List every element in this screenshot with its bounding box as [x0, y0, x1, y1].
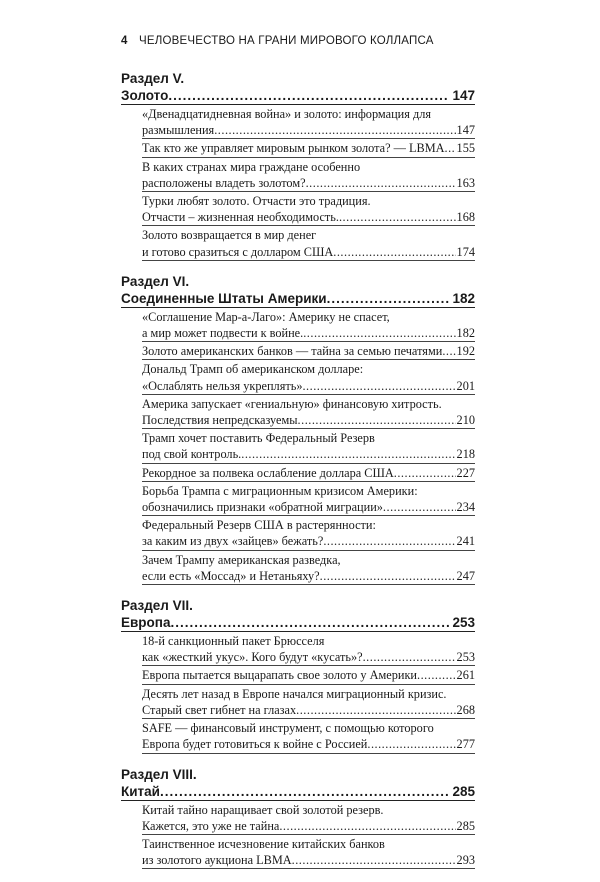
- toc-entry[interactable]: [142, 482, 475, 516]
- toc-entry[interactable]: [142, 429, 475, 463]
- entry-title-line: Федеральный Резерв США в растерянности:: [142, 518, 376, 533]
- entry-title-row: [142, 667, 475, 683]
- section-label: Раздел VI.: [121, 273, 190, 289]
- toc-entry[interactable]: [142, 516, 475, 550]
- dot-leader: [442, 343, 455, 359]
- toc-entry[interactable]: [142, 308, 475, 342]
- entry-title-row: [142, 852, 475, 868]
- section-label: Раздел V.: [121, 71, 185, 86]
- entry-title-line: Старый свет гибнет на глазах: [142, 702, 297, 717]
- toc-section: [121, 598, 475, 753]
- dot-leader: [445, 140, 456, 156]
- dot-leader: [170, 614, 449, 631]
- entry-page-number: 155: [456, 141, 475, 156]
- section-title: Европа: [121, 615, 171, 631]
- toc-entry[interactable]: [142, 360, 475, 394]
- entry-page-number: 147: [456, 123, 475, 138]
- running-header: [121, 35, 434, 47]
- entry-title-line: Так кто же управляет мировым рынком золота? — LBMA: [142, 141, 445, 156]
- entry-title-line: Китай тайно наращивает свой золотой резерв.: [142, 802, 384, 817]
- entry-title-line: В каких странах мира граждане особенно: [142, 159, 361, 174]
- toc-entry[interactable]: [142, 342, 475, 360]
- entry-title-line: размышления: [142, 123, 215, 138]
- toc-entry[interactable]: [142, 158, 475, 192]
- entry-title-row: [142, 446, 475, 462]
- section-label: Раздел VII.: [121, 598, 193, 614]
- entry-page-number: 174: [456, 244, 475, 259]
- toc-entry[interactable]: [142, 395, 475, 429]
- entry-list: [142, 308, 475, 585]
- entry-page-number: 210: [456, 413, 475, 428]
- entry-title-row: [142, 175, 475, 191]
- entry-title-row: [142, 325, 475, 341]
- toc-entry[interactable]: [142, 551, 475, 585]
- dot-leader: [298, 412, 456, 428]
- entry-list: [142, 105, 475, 261]
- entry-title-row: [142, 140, 475, 156]
- dot-leader: [333, 244, 455, 260]
- entry-title-row: [142, 702, 475, 718]
- toc-section: [121, 274, 475, 585]
- section-title: Китай: [121, 783, 160, 799]
- entry-page-number: 253: [456, 650, 475, 665]
- dot-leader: [327, 290, 450, 307]
- section-page-number: 182: [452, 290, 475, 306]
- entry-title-line: из золотого аукциона LBMA: [142, 853, 292, 868]
- entry-title-row: [142, 736, 475, 752]
- toc-entry[interactable]: [142, 719, 475, 753]
- entry-page-number: 218: [456, 447, 475, 462]
- entry-title-row: [142, 499, 475, 515]
- entry-page-number: 168: [456, 210, 475, 225]
- entry-title-line: Последствия непредсказуемы: [142, 413, 298, 428]
- entry-title-line: Таинственное исчезновение китайских банков: [142, 836, 385, 851]
- section-title-row[interactable]: [121, 290, 475, 308]
- toc-entry[interactable]: [142, 632, 475, 666]
- entry-title-line: «Ослаблять нельзя укреплять»: [142, 378, 303, 393]
- entry-page-number: 163: [456, 175, 475, 190]
- entry-title-row: [142, 244, 475, 260]
- entry-title-line: Золото возвращается в мир денег: [142, 228, 317, 243]
- entry-title-line: расположены владеть золотом?: [142, 175, 306, 190]
- dot-leader: [241, 446, 455, 462]
- entry-list: [142, 632, 475, 753]
- entry-title-row: [142, 378, 475, 394]
- entry-page-number: 277: [456, 737, 475, 752]
- dot-leader: [363, 649, 456, 665]
- entry-title-line: под свой контроль.: [142, 447, 242, 462]
- dot-leader: [302, 378, 455, 394]
- page-number: 4: [121, 35, 128, 47]
- dot-leader: [417, 667, 456, 683]
- entry-page-number: 261: [456, 668, 475, 683]
- entry-page-number: 241: [456, 534, 475, 549]
- entry-list: [142, 801, 475, 870]
- entry-title-line: «Двенадцатидневная война» и золото: информация для: [142, 107, 432, 121]
- toc-entry[interactable]: [142, 226, 475, 260]
- entry-title-line: Кажется, это уже не тайна: [142, 818, 280, 833]
- dot-leader: [394, 465, 456, 481]
- entry-title-line: за каким из двух «зайцев» бежать?: [142, 534, 324, 549]
- entry-title-line: «Соглашение Мар-а-Лаго»: Америку не спасет,: [142, 309, 390, 324]
- table-of-contents: [121, 71, 475, 882]
- section-title: Золото: [121, 88, 169, 103]
- toc-entry[interactable]: [142, 835, 475, 869]
- dot-leader: [292, 852, 456, 868]
- entry-title-line: Турки любят золото. Отчасти это традиция.: [142, 194, 371, 209]
- entry-title-line: Трамп хочет поставить Федеральный Резерв: [142, 431, 375, 446]
- toc-entry[interactable]: [142, 464, 475, 482]
- toc-entry[interactable]: [142, 801, 475, 835]
- section-page-number: 285: [452, 783, 475, 799]
- section-label: Раздел VIII.: [121, 766, 197, 782]
- section-title-row[interactable]: [121, 783, 475, 801]
- entry-page-number: 201: [456, 378, 475, 393]
- entry-title-line: Десять лет назад в Европе начался миграционный кризис.: [142, 686, 447, 701]
- dot-leader: [339, 209, 456, 225]
- entry-title-line: Золото американских банков — тайна за семью печатями: [142, 344, 443, 359]
- section-title-row[interactable]: [121, 614, 475, 632]
- entry-page-number: 192: [456, 344, 475, 359]
- entry-page-number: 234: [456, 500, 475, 515]
- book-title: ЧЕЛОВЕЧЕСТВО НА ГРАНИ МИРОВОГО КОЛЛАПСА: [139, 35, 434, 47]
- toc-entry[interactable]: [142, 105, 475, 139]
- dot-leader: [214, 122, 455, 138]
- dot-leader: [323, 533, 455, 549]
- dot-leader: [168, 87, 449, 104]
- entry-title-row: [142, 343, 475, 359]
- entry-page-number: 285: [456, 818, 475, 833]
- entry-page-number: 293: [456, 853, 475, 868]
- entry-title-line: SAFE — финансовый инструмент, с помощью которого: [142, 721, 434, 736]
- entry-title-line: Зачем Трампу американская разведка,: [142, 552, 341, 567]
- toc-entry[interactable]: [142, 666, 475, 684]
- section-page-number: 147: [452, 88, 475, 103]
- entry-title-line: как «жесткий укус». Кого будут «кусать»?: [142, 650, 363, 665]
- entry-title-row: [142, 568, 475, 584]
- toc-entry[interactable]: [142, 192, 475, 226]
- section-title-row[interactable]: [121, 87, 475, 105]
- entry-title-row: [142, 122, 475, 138]
- entry-title-line: Европа пытается выцарапать свое золото у Америки: [142, 668, 418, 683]
- toc-entry[interactable]: [142, 139, 475, 157]
- dot-leader: [306, 175, 456, 191]
- toc-section: [121, 767, 475, 870]
- entry-page-number: 268: [456, 702, 475, 717]
- entry-title-line: Европа будет готовиться к войне с Россией: [142, 737, 368, 752]
- section-page-number: 253: [452, 615, 475, 631]
- dot-leader: [303, 325, 455, 341]
- entry-page-number: 227: [456, 465, 475, 480]
- entry-page-number: 247: [456, 568, 475, 583]
- section-title: Соединенные Штаты Америки: [121, 290, 327, 306]
- entry-title-row: [142, 465, 475, 481]
- entry-page-number: 182: [456, 326, 475, 341]
- dot-leader: [320, 568, 456, 584]
- dot-leader: [296, 702, 455, 718]
- dot-leader: [279, 818, 455, 834]
- entry-title-line: 18-й санкционный пакет Брюсселя: [142, 634, 325, 649]
- toc-section: [121, 71, 475, 261]
- dot-leader: [160, 783, 450, 800]
- entry-title-line: Дональд Трамп об американском долларе:: [142, 362, 364, 377]
- entry-title-line: Борьба Трампа с миграционным кризисом Америки:: [142, 483, 418, 498]
- toc-entry[interactable]: [142, 685, 475, 719]
- entry-title-line: а мир может подвести к войне.: [142, 326, 304, 341]
- entry-title-line: если есть «Моссад» и Нетаньяху?: [142, 568, 320, 583]
- entry-title-row: [142, 209, 475, 225]
- entry-title-line: Отчасти – жизненная необходимость.: [142, 210, 339, 225]
- entry-title-row: [142, 533, 475, 549]
- entry-title-line: и готово сразиться с долларом США: [142, 244, 334, 259]
- entry-title-line: Америка запускает «гениальную» финансовую хитрость.: [142, 396, 442, 411]
- dot-leader: [383, 499, 456, 515]
- entry-title-line: Рекордное за полвека ослабление доллара США: [142, 465, 394, 480]
- entry-title-row: [142, 818, 475, 834]
- entry-title-line: обозначились признаки «обратной миграции»: [142, 500, 383, 515]
- dot-leader: [367, 736, 455, 752]
- entry-title-row: [142, 649, 475, 665]
- entry-title-row: [142, 412, 475, 428]
